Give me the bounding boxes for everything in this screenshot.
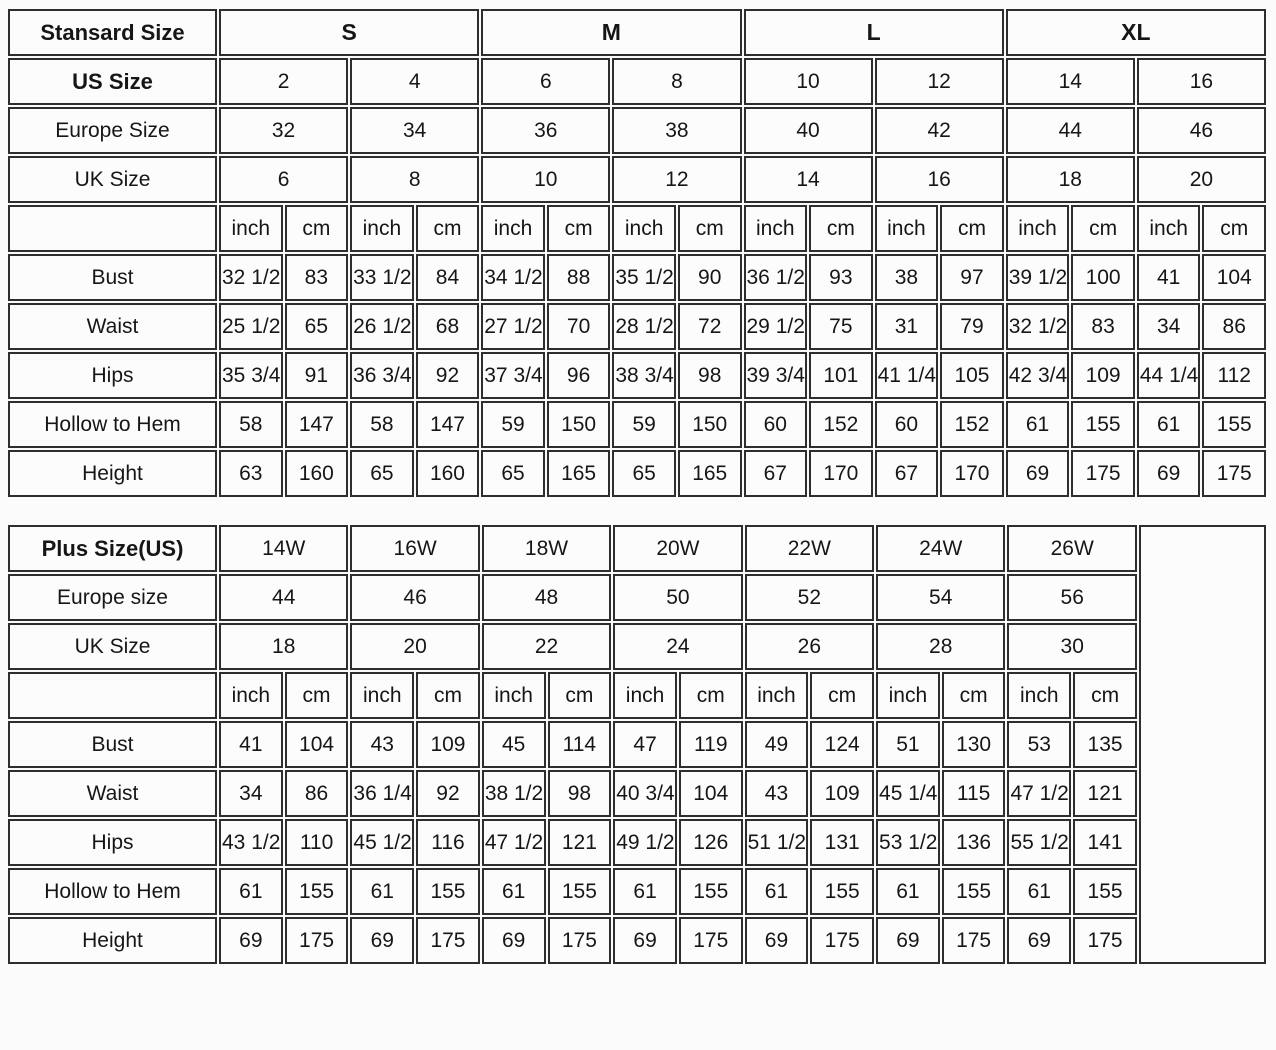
unit-row-empty-label: [8, 205, 217, 252]
measure-value-cell: 175: [1071, 450, 1135, 497]
size-value-cell: 18: [1006, 156, 1135, 203]
measure-value-cell: 72: [678, 303, 742, 350]
size-value-cell: 48: [482, 574, 611, 621]
measure-value-cell: 165: [678, 450, 742, 497]
measure-value-cell: 36 1/4: [350, 770, 414, 817]
size-value-cell: 46: [350, 574, 479, 621]
row-label: Height: [8, 450, 217, 497]
measure-value-cell: 175: [285, 917, 349, 964]
measure-value-cell: 147: [285, 401, 349, 448]
measure-value-cell: 160: [416, 450, 480, 497]
measure-value-cell: 90: [678, 254, 742, 301]
size-value-cell: 38: [612, 107, 741, 154]
measure-value-cell: 43 1/2: [219, 819, 283, 866]
measure-value-cell: 170: [940, 450, 1004, 497]
measure-value-cell: 43: [350, 721, 414, 768]
unit-cell: cm: [285, 672, 349, 719]
size-conversion-row: [8, 58, 1266, 105]
unit-cell: cm: [547, 205, 611, 252]
size-conversion-row: [8, 156, 1266, 203]
row-label: Europe size: [8, 574, 217, 621]
measure-value-cell: 75: [809, 303, 873, 350]
measure-value-cell: 32 1/2: [1006, 303, 1070, 350]
plus-size-table: [6, 523, 1268, 966]
measure-value-cell: 65: [481, 450, 545, 497]
measure-value-cell: 86: [285, 770, 349, 817]
measure-value-cell: 38: [875, 254, 939, 301]
measure-value-cell: 79: [940, 303, 1004, 350]
unit-header-row: [8, 672, 1266, 719]
row-label: Bust: [8, 721, 217, 768]
measure-value-cell: 69: [1006, 450, 1070, 497]
measure-value-cell: 34 1/2: [481, 254, 545, 301]
unit-cell: inch: [875, 205, 939, 252]
row-label: Hips: [8, 819, 217, 866]
size-value-cell: 50: [613, 574, 742, 621]
measure-value-cell: 136: [942, 819, 1006, 866]
size-group-cell-m: M: [481, 9, 741, 56]
row-label: Hollow to Hem: [8, 868, 217, 915]
measure-value-cell: 114: [548, 721, 612, 768]
measure-value-cell: 25 1/2: [219, 303, 283, 350]
size-value-cell: 16: [875, 156, 1004, 203]
unit-cell: inch: [1006, 205, 1070, 252]
size-conversion-row: [8, 574, 1266, 621]
size-group-cell-s: S: [219, 9, 479, 56]
measure-value-cell: 124: [810, 721, 874, 768]
unit-cell: inch: [350, 205, 414, 252]
measure-value-cell: 116: [416, 819, 480, 866]
measure-value-cell: 175: [1202, 450, 1266, 497]
measure-value-cell: 65: [612, 450, 676, 497]
measure-value-cell: 49: [745, 721, 809, 768]
unit-header-row: [8, 205, 1266, 252]
row-label: Waist: [8, 303, 217, 350]
measure-value-cell: 97: [940, 254, 1004, 301]
size-value-cell: 44: [219, 574, 348, 621]
measure-value-cell: 53: [1007, 721, 1071, 768]
size-value-cell: 18: [219, 623, 348, 670]
unit-cell: inch: [482, 672, 546, 719]
unit-cell: inch: [744, 205, 808, 252]
size-value-cell: 20: [1137, 156, 1266, 203]
empty-right-cell: [1139, 525, 1266, 964]
measurement-row: [8, 819, 1266, 866]
measure-value-cell: 115: [942, 770, 1006, 817]
measure-value-cell: 69: [1137, 450, 1201, 497]
plus-size-cell-22w: 22W: [745, 525, 874, 572]
measure-value-cell: 119: [679, 721, 743, 768]
measure-value-cell: 60: [875, 401, 939, 448]
measure-value-cell: 40 3/4: [613, 770, 677, 817]
measure-value-cell: 69: [219, 917, 283, 964]
size-value-cell: 34: [350, 107, 479, 154]
measure-value-cell: 155: [942, 868, 1006, 915]
unit-cell: inch: [876, 672, 940, 719]
measure-value-cell: 147: [416, 401, 480, 448]
measure-value-cell: 121: [1073, 770, 1137, 817]
measure-value-cell: 61: [1007, 868, 1071, 915]
measure-value-cell: 34: [219, 770, 283, 817]
measure-value-cell: 69: [613, 917, 677, 964]
measure-value-cell: 83: [285, 254, 349, 301]
measure-value-cell: 61: [745, 868, 809, 915]
measure-value-cell: 31: [875, 303, 939, 350]
measure-value-cell: 58: [219, 401, 283, 448]
row-label: US Size: [8, 58, 217, 105]
unit-cell: cm: [548, 672, 612, 719]
size-conversion-row: [8, 107, 1266, 154]
size-value-cell: 4: [350, 58, 479, 105]
measure-value-cell: 112: [1202, 352, 1266, 399]
size-value-cell: 10: [481, 156, 610, 203]
measure-value-cell: 150: [678, 401, 742, 448]
measure-value-cell: 141: [1073, 819, 1137, 866]
measure-value-cell: 39 3/4: [744, 352, 808, 399]
measure-value-cell: 59: [612, 401, 676, 448]
measure-value-cell: 175: [1073, 917, 1137, 964]
measure-value-cell: 58: [350, 401, 414, 448]
measure-value-cell: 44 1/4: [1137, 352, 1201, 399]
measure-value-cell: 110: [285, 819, 349, 866]
measure-value-cell: 109: [416, 721, 480, 768]
size-value-cell: 30: [1007, 623, 1137, 670]
size-value-cell: 8: [350, 156, 479, 203]
size-value-cell: 42: [875, 107, 1004, 154]
plus-size-cell-14w: 14W: [219, 525, 348, 572]
measure-value-cell: 70: [547, 303, 611, 350]
measure-value-cell: 65: [285, 303, 349, 350]
measure-value-cell: 69: [745, 917, 809, 964]
measure-value-cell: 47: [613, 721, 677, 768]
measure-value-cell: 91: [285, 352, 349, 399]
row-label: Height: [8, 917, 217, 964]
unit-cell: inch: [350, 672, 414, 719]
measure-value-cell: 61: [876, 868, 940, 915]
unit-cell: inch: [219, 205, 283, 252]
measure-value-cell: 175: [679, 917, 743, 964]
measure-value-cell: 35 3/4: [219, 352, 283, 399]
unit-cell: cm: [679, 672, 743, 719]
unit-cell: inch: [1007, 672, 1071, 719]
measure-value-cell: 175: [942, 917, 1006, 964]
measure-value-cell: 170: [809, 450, 873, 497]
unit-cell: cm: [1202, 205, 1266, 252]
measure-value-cell: 59: [481, 401, 545, 448]
measurement-row: [8, 917, 1266, 964]
unit-cell: cm: [942, 672, 1006, 719]
measure-value-cell: 55 1/2: [1007, 819, 1071, 866]
size-value-cell: 54: [876, 574, 1005, 621]
measure-value-cell: 39 1/2: [1006, 254, 1070, 301]
row-label: Waist: [8, 770, 217, 817]
unit-cell: cm: [1073, 672, 1137, 719]
size-value-cell: 46: [1137, 107, 1266, 154]
measure-value-cell: 155: [679, 868, 743, 915]
measure-value-cell: 47 1/2: [1007, 770, 1071, 817]
measure-value-cell: 96: [547, 352, 611, 399]
measure-value-cell: 105: [940, 352, 1004, 399]
measure-value-cell: 43: [745, 770, 809, 817]
unit-cell: cm: [810, 672, 874, 719]
size-value-cell: 26: [745, 623, 874, 670]
unit-cell: cm: [809, 205, 873, 252]
measure-value-cell: 45 1/2: [350, 819, 414, 866]
measure-value-cell: 155: [810, 868, 874, 915]
measure-value-cell: 104: [285, 721, 349, 768]
measure-value-cell: 47 1/2: [482, 819, 546, 866]
row-label: Hollow to Hem: [8, 401, 217, 448]
measure-value-cell: 155: [548, 868, 612, 915]
measure-value-cell: 165: [547, 450, 611, 497]
measure-value-cell: 61: [219, 868, 283, 915]
row-label: UK Size: [8, 156, 217, 203]
measure-value-cell: 109: [1071, 352, 1135, 399]
measure-value-cell: 41: [1137, 254, 1201, 301]
size-value-cell: 10: [744, 58, 873, 105]
measure-value-cell: 131: [810, 819, 874, 866]
plus-size-header-row: [8, 525, 1266, 572]
measure-value-cell: 83: [1071, 303, 1135, 350]
measurement-row: [8, 401, 1266, 448]
measure-value-cell: 104: [1202, 254, 1266, 301]
measure-value-cell: 51 1/2: [745, 819, 809, 866]
measure-value-cell: 68: [416, 303, 480, 350]
measure-value-cell: 61: [482, 868, 546, 915]
measure-value-cell: 101: [809, 352, 873, 399]
plus-size-header-cell: Plus Size(US): [8, 525, 217, 572]
measure-value-cell: 61: [1006, 401, 1070, 448]
size-value-cell: 6: [481, 58, 610, 105]
size-value-cell: 16: [1137, 58, 1266, 105]
plus-size-cell-18w: 18W: [482, 525, 611, 572]
size-value-cell: 44: [1006, 107, 1135, 154]
plus-size-cell-24w: 24W: [876, 525, 1005, 572]
size-value-cell: 12: [875, 58, 1004, 105]
measure-value-cell: 69: [482, 917, 546, 964]
size-value-cell: 2: [219, 58, 348, 105]
measurement-row: [8, 254, 1266, 301]
unit-cell: inch: [219, 672, 283, 719]
size-value-cell: 24: [613, 623, 742, 670]
measurement-row: [8, 770, 1266, 817]
size-value-cell: 52: [745, 574, 874, 621]
size-group-cell-xl: XL: [1006, 9, 1266, 56]
size-group-row: [8, 9, 1266, 56]
measurement-row: [8, 303, 1266, 350]
size-value-cell: 22: [482, 623, 611, 670]
measure-value-cell: 175: [548, 917, 612, 964]
measure-value-cell: 121: [548, 819, 612, 866]
row-label: Hips: [8, 352, 217, 399]
measure-value-cell: 135: [1073, 721, 1137, 768]
measure-value-cell: 155: [285, 868, 349, 915]
unit-row-empty-label: [8, 672, 217, 719]
measure-value-cell: 60: [744, 401, 808, 448]
measure-value-cell: 29 1/2: [744, 303, 808, 350]
measure-value-cell: 33 1/2: [350, 254, 414, 301]
unit-cell: inch: [612, 205, 676, 252]
size-value-cell: 28: [876, 623, 1005, 670]
size-value-cell: 20: [350, 623, 479, 670]
measure-value-cell: 67: [744, 450, 808, 497]
measure-value-cell: 27 1/2: [481, 303, 545, 350]
measure-value-cell: 36 3/4: [350, 352, 414, 399]
measure-value-cell: 38 3/4: [612, 352, 676, 399]
measure-value-cell: 155: [1071, 401, 1135, 448]
measurement-row: [8, 721, 1266, 768]
plus-size-cell-16w: 16W: [350, 525, 479, 572]
unit-cell: cm: [285, 205, 349, 252]
row-label: UK Size: [8, 623, 217, 670]
unit-cell: inch: [1137, 205, 1201, 252]
size-group-cell-l: L: [744, 9, 1004, 56]
size-value-cell: 56: [1007, 574, 1137, 621]
measure-value-cell: 36 1/2: [744, 254, 808, 301]
measurement-row: [8, 450, 1266, 497]
measure-value-cell: 69: [1007, 917, 1071, 964]
measure-value-cell: 37 3/4: [481, 352, 545, 399]
measure-value-cell: 69: [876, 917, 940, 964]
size-value-cell: 40: [744, 107, 873, 154]
size-value-cell: 6: [219, 156, 348, 203]
measure-value-cell: 155: [1202, 401, 1266, 448]
size-value-cell: 14: [1006, 58, 1135, 105]
measure-value-cell: 84: [416, 254, 480, 301]
plus-size-cell-26w: 26W: [1007, 525, 1137, 572]
measurement-row: [8, 352, 1266, 399]
measure-value-cell: 92: [416, 770, 480, 817]
plus-size-cell-20w: 20W: [613, 525, 742, 572]
measure-value-cell: 69: [350, 917, 414, 964]
measure-value-cell: 109: [810, 770, 874, 817]
measure-value-cell: 130: [942, 721, 1006, 768]
unit-cell: cm: [940, 205, 1004, 252]
measure-value-cell: 86: [1202, 303, 1266, 350]
unit-cell: cm: [678, 205, 742, 252]
measure-value-cell: 41 1/4: [875, 352, 939, 399]
size-value-cell: 14: [744, 156, 873, 203]
measure-value-cell: 98: [678, 352, 742, 399]
measure-value-cell: 61: [613, 868, 677, 915]
measure-value-cell: 67: [875, 450, 939, 497]
measure-value-cell: 42 3/4: [1006, 352, 1070, 399]
measure-value-cell: 155: [416, 868, 480, 915]
measure-value-cell: 175: [416, 917, 480, 964]
measure-value-cell: 61: [350, 868, 414, 915]
unit-cell: inch: [613, 672, 677, 719]
measure-value-cell: 51: [876, 721, 940, 768]
measure-value-cell: 93: [809, 254, 873, 301]
measure-value-cell: 32 1/2: [219, 254, 283, 301]
unit-cell: cm: [416, 672, 480, 719]
row-label: Europe Size: [8, 107, 217, 154]
size-value-cell: 8: [612, 58, 741, 105]
measure-value-cell: 45 1/4: [876, 770, 940, 817]
measure-value-cell: 152: [809, 401, 873, 448]
measure-value-cell: 104: [679, 770, 743, 817]
measure-value-cell: 65: [350, 450, 414, 497]
row-label: Bust: [8, 254, 217, 301]
size-value-cell: 12: [612, 156, 741, 203]
measure-value-cell: 150: [547, 401, 611, 448]
measure-value-cell: 126: [679, 819, 743, 866]
measure-value-cell: 41: [219, 721, 283, 768]
measure-value-cell: 152: [940, 401, 1004, 448]
unit-cell: inch: [481, 205, 545, 252]
measure-value-cell: 63: [219, 450, 283, 497]
measure-value-cell: 155: [1073, 868, 1137, 915]
measure-value-cell: 92: [416, 352, 480, 399]
measure-value-cell: 34: [1137, 303, 1201, 350]
measure-value-cell: 38 1/2: [482, 770, 546, 817]
size-value-cell: 36: [481, 107, 610, 154]
measure-value-cell: 53 1/2: [876, 819, 940, 866]
unit-cell: cm: [416, 205, 480, 252]
measure-value-cell: 49 1/2: [613, 819, 677, 866]
measure-value-cell: 45: [482, 721, 546, 768]
standard-size-header-cell: Stansard Size: [8, 9, 217, 56]
size-value-cell: 32: [219, 107, 348, 154]
unit-cell: inch: [745, 672, 809, 719]
measure-value-cell: 61: [1137, 401, 1201, 448]
measure-value-cell: 28 1/2: [612, 303, 676, 350]
measure-value-cell: 88: [547, 254, 611, 301]
measure-value-cell: 160: [285, 450, 349, 497]
measurement-row: [8, 868, 1266, 915]
standard-size-table: [6, 7, 1268, 499]
measure-value-cell: 175: [810, 917, 874, 964]
measure-value-cell: 98: [548, 770, 612, 817]
size-conversion-row: [8, 623, 1266, 670]
unit-cell: cm: [1071, 205, 1135, 252]
measure-value-cell: 100: [1071, 254, 1135, 301]
measure-value-cell: 35 1/2: [612, 254, 676, 301]
measure-value-cell: 26 1/2: [350, 303, 414, 350]
